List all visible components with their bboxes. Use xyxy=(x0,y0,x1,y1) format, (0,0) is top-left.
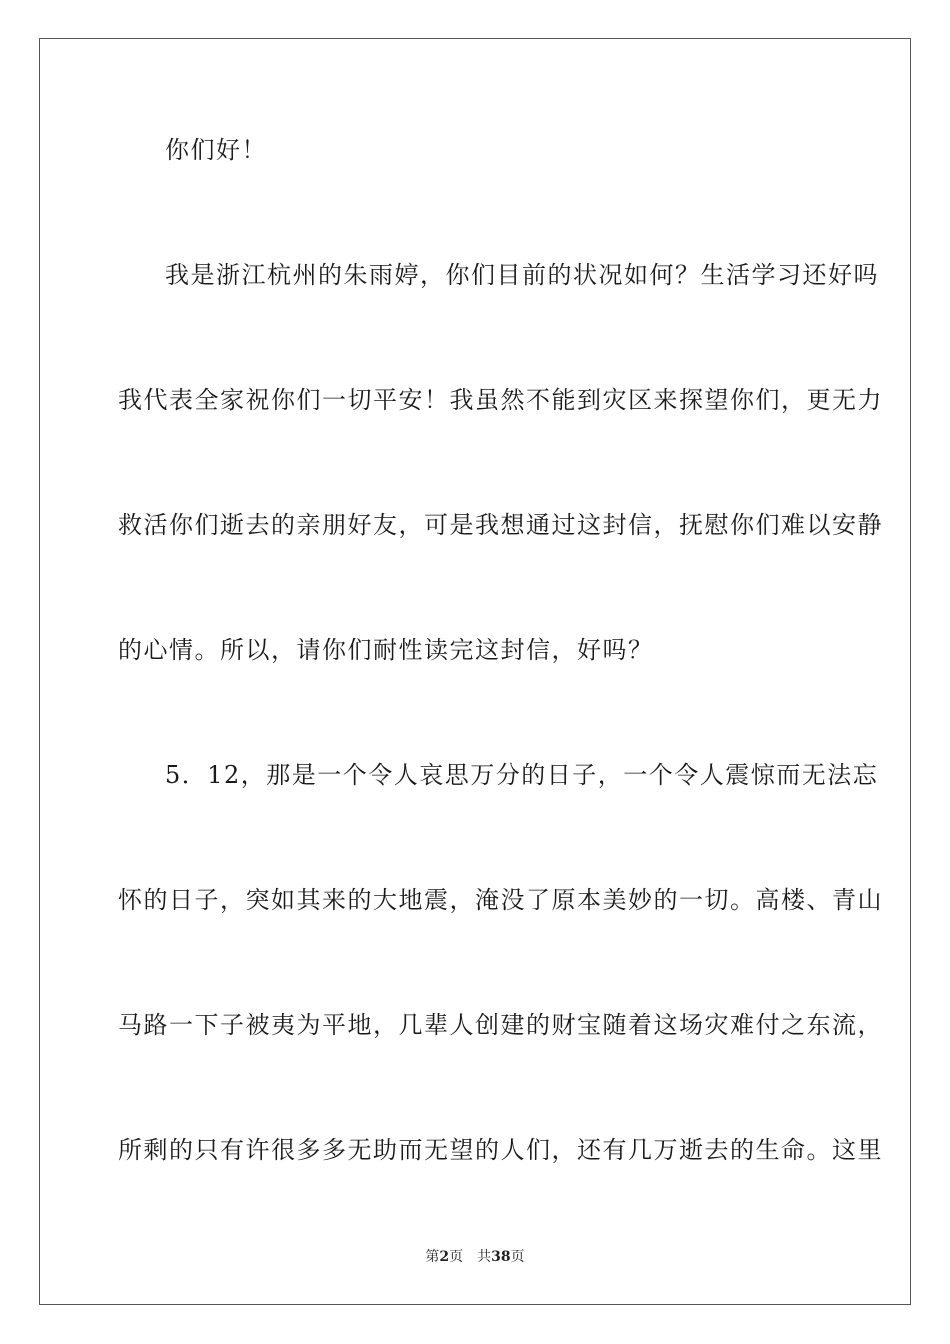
text-line: 怀的日子，突如其来的大地震，淹没了原本美妙的一切。高楼、青山 xyxy=(118,886,883,914)
page-footer xyxy=(0,1248,950,1266)
page-frame xyxy=(39,38,911,1305)
text-line: 救活你们逝去的亲朋好友，可是我想通过这封信，抚慰你们难以安静 xyxy=(118,511,883,539)
total-pages-suffix: 页 xyxy=(510,1249,525,1265)
page-number-prefix: 第 xyxy=(425,1249,440,1265)
text-line: 5．12，那是一个令人哀思万分的日子，一个令人震惊而无法忘 xyxy=(165,761,879,789)
page-number-suffix: 页 xyxy=(449,1249,464,1265)
total-pages-prefix: 共 xyxy=(477,1249,492,1265)
total-pages-count: 38 xyxy=(491,1249,511,1265)
text-line: 马路一下子被夷为平地，几辈人创建的财宝随着这场灾难付之东流， xyxy=(118,1011,883,1039)
page-number-current: 2 xyxy=(439,1249,450,1265)
text-line: 的心情。所以，请你们耐性读完这封信，好吗？ xyxy=(118,636,654,664)
text-line: 我代表全家祝你们一切平安！我虽然不能到灾区来探望你们，更无力 xyxy=(118,386,883,414)
text-line-greeting: 你们好！ xyxy=(165,136,267,164)
text-line: 我是浙江杭州的朱雨婷，你们目前的状况如何？生活学习还好吗 xyxy=(165,261,879,289)
text-line: 所剩的只有许很多多无助而无望的人们，还有几万逝去的生命。这里 xyxy=(118,1136,883,1164)
